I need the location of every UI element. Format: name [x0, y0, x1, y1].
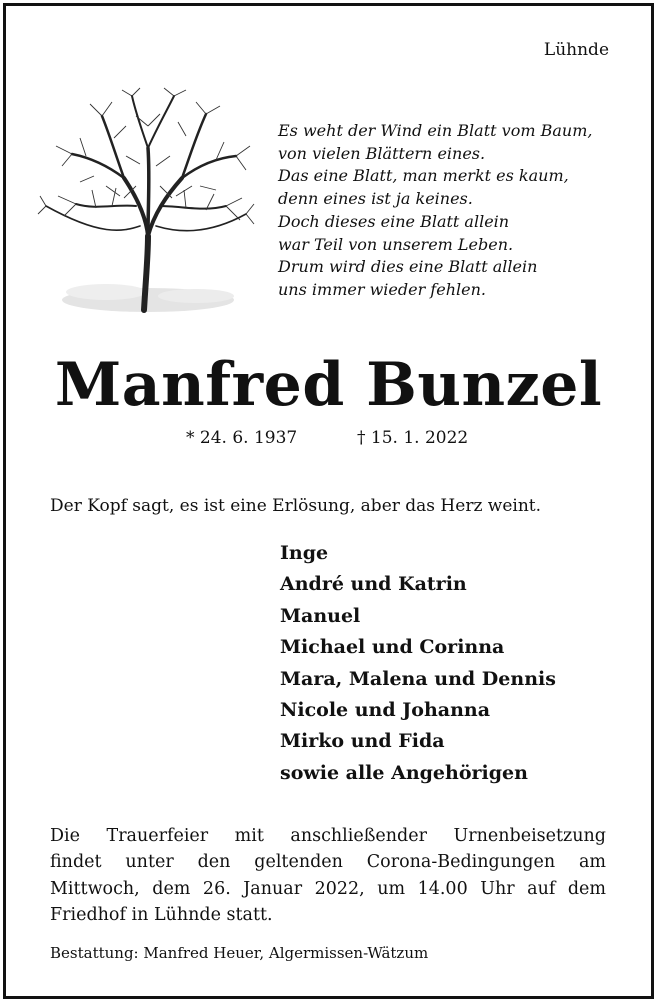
notice-line: findet unter den geltenden Corona-Bedingungen am: [50, 852, 606, 873]
mourner: Mara, Malena und Dennis: [280, 667, 556, 690]
birth-date: * 24. 6. 1937: [186, 428, 298, 448]
mourner: André und Katrin: [280, 573, 467, 596]
poem-line: uns immer wieder fehlen.: [278, 279, 486, 299]
death-date: † 15. 1. 2022: [357, 428, 469, 448]
funeral-notice: [50, 823, 606, 928]
mourner: sowie alle Angehörigen: [280, 761, 528, 784]
deceased-name: Manfred Bunzel: [54, 350, 603, 420]
notice-line: Friedhof in Lühnde statt.: [50, 904, 273, 925]
poem-line: von vielen Blättern eines.: [278, 143, 486, 163]
mourner: Nicole und Johanna: [280, 699, 491, 722]
poem: [278, 120, 592, 302]
mourners-list: [280, 538, 556, 789]
poem-line: Doch dieses eine Blatt allein: [278, 211, 510, 231]
poem-line: Drum wird dies eine Blatt allein: [278, 257, 538, 277]
poem-line: war Teil von unserem Leben.: [278, 234, 514, 254]
mourner: Manuel: [280, 604, 361, 627]
funeral-home: Bestattung: Manfred Heuer, Algermissen-Wätzum: [50, 944, 429, 962]
notice-line: Mittwoch, dem 26. Januar 2022, um 14.00 Uhr auf dem: [50, 878, 606, 899]
quote: Der Kopf sagt, es ist eine Erlösung, aber das Herz weint.: [50, 496, 542, 516]
poem-line: Das eine Blatt, man merkt es kaum,: [278, 166, 569, 186]
place-name: Lühnde: [543, 40, 609, 60]
mourner: Inge: [280, 542, 329, 564]
poem-line: Es weht der Wind ein Blatt vom Baum,: [278, 121, 593, 140]
notice-line: Die Trauerfeier mit anschließender Urnenbeisetzung: [50, 826, 606, 846]
tree-icon: [36, 86, 258, 318]
poem-line: denn eines ist ja keines.: [278, 189, 473, 209]
mourner: Michael und Corinna: [280, 636, 505, 659]
mourner: Mirko und Fida: [280, 730, 445, 753]
